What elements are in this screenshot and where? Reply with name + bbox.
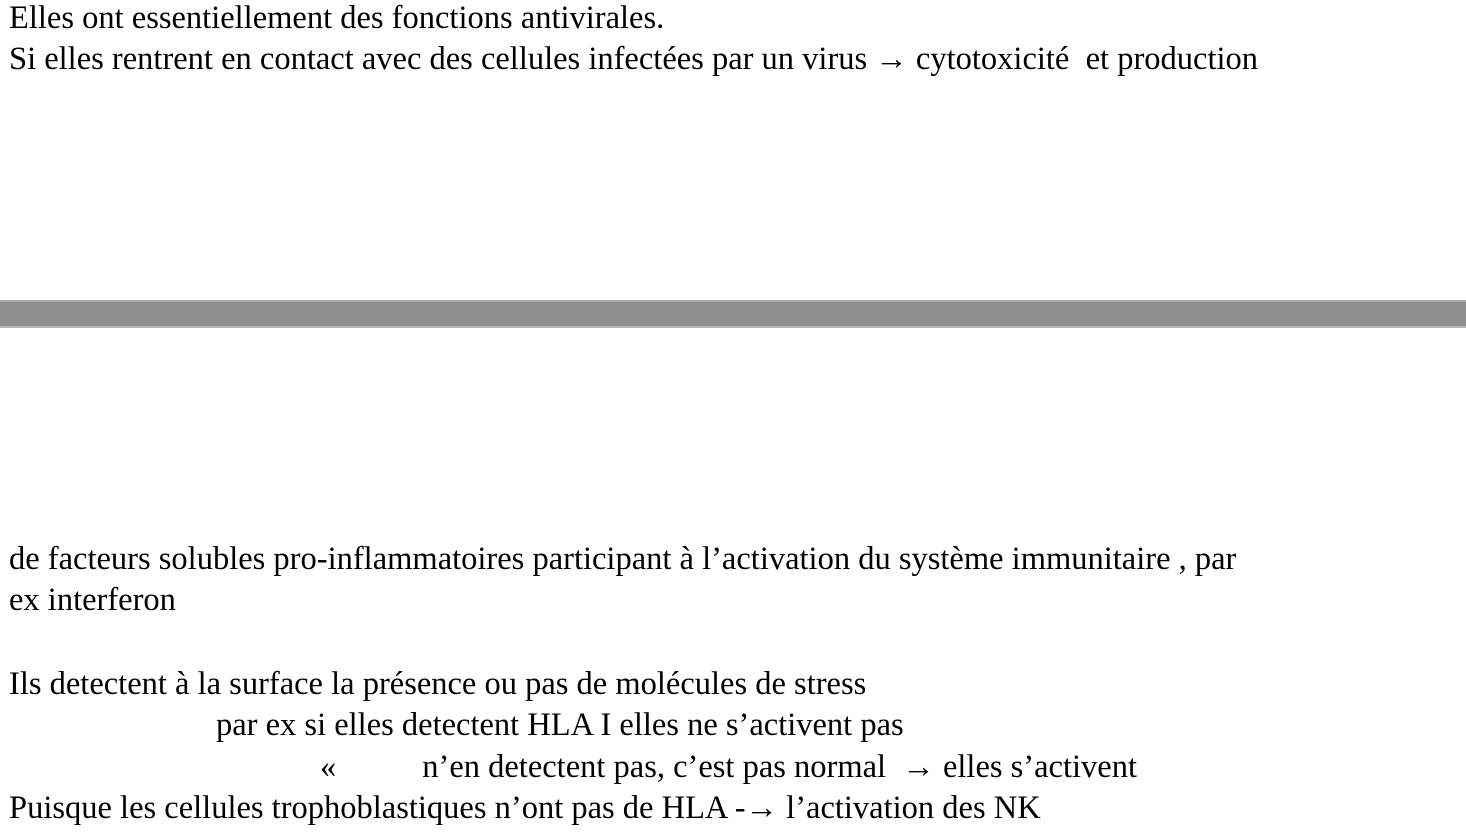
paragraph-stress-molecules: Ils detectent à la surface la présence ou pas de molécules de stress — [9, 666, 867, 702]
document-page-2 — [0, 328, 1466, 836]
paragraph-hla-not-detected — [320, 747, 1137, 788]
hla-not-detected-text: n’en detectent pas, c’est pas normal → elles s’activent — [422, 749, 1137, 785]
paragraph-contact-infected-cells: Si elles rentrent en contact avec des cellules infectées par un virus → cytotoxicité et production — [9, 41, 1258, 77]
page-break-separator — [0, 300, 1466, 328]
ditto-mark: « — [320, 749, 337, 785]
paragraph-soluble-factors: de facteurs solubles pro-inflammatoires participant à l’activation du système immunitaire , par — [9, 541, 1237, 577]
document-page-1 — [0, 0, 1466, 300]
paragraph-interferon-example: ex interferon — [9, 582, 176, 618]
paragraph-antiviral-functions: Elles ont essentiellement des fonctions antivirales. — [9, 0, 665, 36]
paragraph-trophoblast-nk: Puisque les cellules trophoblastiques n’ont pas de HLA -→ l’activation des NK — [9, 790, 1041, 826]
paragraph-hla-detected: par ex si elles detectent HLA I elles ne s’activent pas — [216, 707, 904, 743]
